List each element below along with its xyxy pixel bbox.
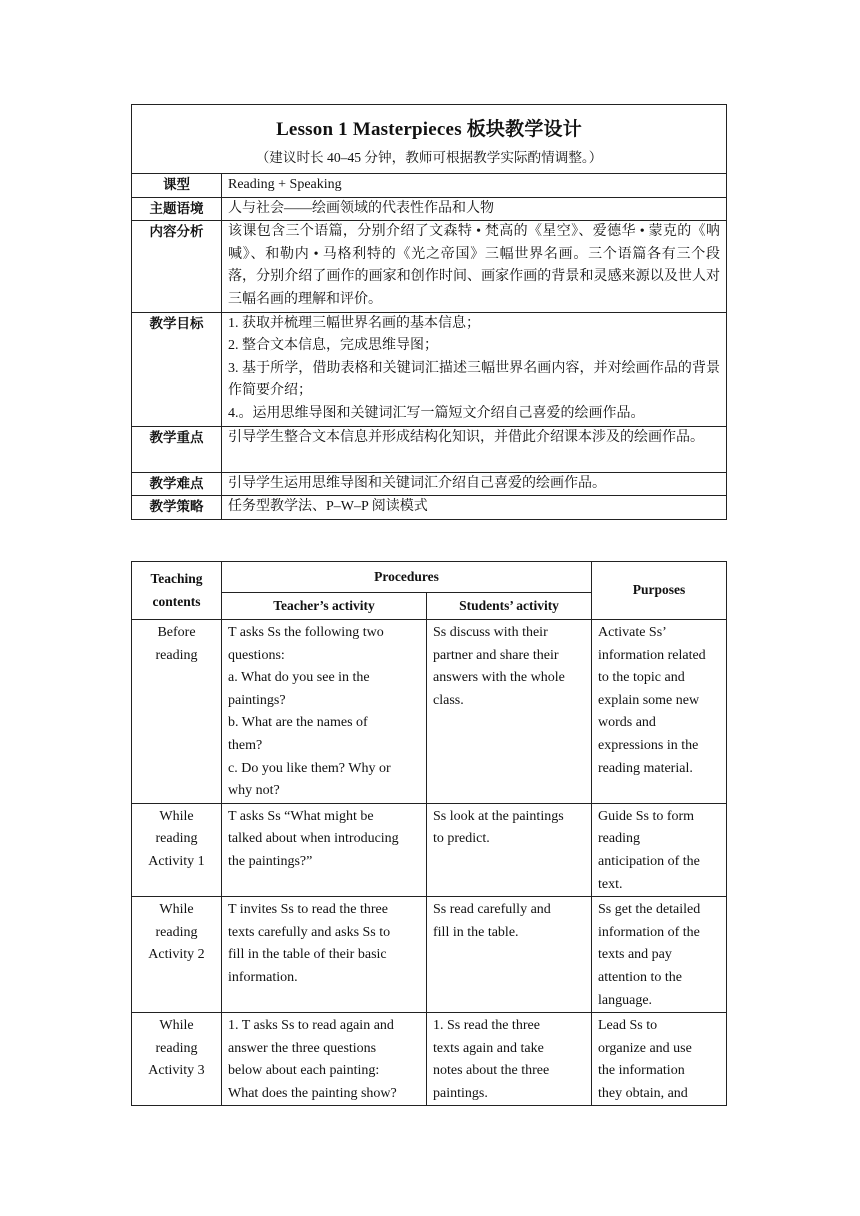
row-label: 内容分析	[132, 221, 222, 312]
goal-item: 4.。运用思维导图和关键词汇写一篇短文介绍自己喜爱的绘画作品。	[228, 405, 645, 421]
cell-line: a. What do you see in the	[228, 670, 370, 686]
cell-line: attention to the	[598, 969, 682, 985]
row-value: 引导学生运用思维导图和关键词汇介绍自己喜爱的绘画作品。	[222, 472, 727, 496]
cell-line: Activity 1	[148, 853, 205, 869]
cell-line: texts and pay	[598, 947, 672, 963]
cell-line: answer the three questions	[228, 1040, 377, 1056]
lesson-design-table	[131, 104, 727, 520]
cell-line: What does the painting show?	[228, 1085, 397, 1101]
purpose-cell	[592, 1013, 727, 1106]
cell-line: organize and use	[598, 1040, 692, 1056]
stage-cell	[132, 803, 222, 896]
cell-line: to predict.	[433, 831, 490, 847]
cell-line: Activity 2	[148, 947, 205, 963]
row-label: 课型	[132, 174, 222, 198]
row-label: 教学难点	[132, 472, 222, 496]
header-line: contents	[152, 593, 201, 609]
goal-item: 2. 整合文本信息，完成思维导图；	[228, 338, 438, 354]
row-value: Reading + Speaking	[222, 174, 727, 198]
design-row-key-points	[132, 426, 727, 472]
header-purposes: Purposes	[592, 562, 727, 620]
header-teacher-activity: Teacher’s activity	[222, 593, 427, 620]
cell-line: reading	[155, 647, 198, 663]
cell-line: Ss get the detailed	[598, 902, 701, 918]
design-row-goals	[132, 312, 727, 426]
cell-line: 1. Ss read the three	[433, 1018, 540, 1034]
cell-line: answers with the whole	[433, 670, 565, 686]
cell-line: them?	[228, 737, 263, 753]
teacher-activity-cell	[222, 803, 427, 896]
cell-line: anticipation of the	[598, 853, 700, 869]
title-row	[132, 105, 727, 174]
cell-line: to the topic and	[598, 670, 685, 686]
cell-line: the paintings?”	[228, 853, 313, 869]
students-activity-cell	[427, 1013, 592, 1106]
stage-cell	[132, 620, 222, 804]
cell-line: c. Do you like them? Why or	[228, 760, 391, 776]
purpose-cell	[592, 620, 727, 804]
purpose-cell	[592, 803, 727, 896]
cell-line: partner and share their	[433, 647, 559, 663]
cell-line: fill in the table.	[433, 924, 519, 940]
design-row-content-analysis	[132, 221, 727, 312]
cell-line: class.	[433, 692, 464, 708]
teacher-activity-cell	[222, 897, 427, 1013]
cell-line: reading	[155, 831, 198, 847]
design-row-theme	[132, 197, 727, 221]
cell-line: questions:	[228, 647, 285, 663]
cell-line: notes about the three	[433, 1063, 550, 1079]
cell-line: reading	[155, 924, 198, 940]
cell-line: fill in the table of their basic	[228, 947, 387, 963]
cell-line: While	[159, 902, 194, 918]
cell-line: paintings.	[433, 1085, 488, 1101]
design-row-type	[132, 174, 727, 198]
cell-line: T asks Ss the following two	[228, 625, 384, 640]
teacher-activity-cell	[222, 1013, 427, 1106]
procedures-table	[131, 561, 727, 1106]
row-value: 引导学生整合文本信息并形成结构化知识，并借此介绍课本涉及的绘画作品。	[222, 426, 727, 472]
cell-line: text.	[598, 876, 623, 892]
document-subtitle: （建议时长 40–45 分钟，教师可根据教学实际酌情调整。）	[255, 150, 603, 165]
procedure-row	[132, 620, 727, 804]
row-label: 教学策略	[132, 496, 222, 520]
header-procedures: Procedures	[222, 562, 592, 593]
title-cell	[132, 105, 727, 174]
procedure-row	[132, 803, 727, 896]
header-line: Teaching	[150, 570, 203, 586]
students-activity-cell	[427, 620, 592, 804]
row-value: 任务型教学法、P–W–P 阅读模式	[222, 496, 727, 520]
teacher-activity-cell	[222, 620, 427, 804]
stage-cell	[132, 897, 222, 1013]
cell-line: expressions in the	[598, 737, 699, 753]
row-value: 该课包含三个语篇，分别介绍了文森特 • 梵高的《星空》、爱德华 • 蒙克的《呐喊》、和勒内 • 马格利特的《光之帝国》三幅世界名画。三个语篇各有三个段落，分别介绍了画作的画家和创作时间、画家作画的背景和灵感来源以及世人对三幅名画的理解和评价。	[222, 221, 727, 312]
cell-line: information.	[228, 969, 298, 985]
cell-line: texts carefully and asks Ss to	[228, 924, 391, 940]
cell-line: why not?	[228, 783, 280, 799]
cell-line: While	[159, 1018, 194, 1034]
cell-line: 1. T asks Ss to read again and	[228, 1018, 394, 1034]
cell-line: words and	[598, 715, 656, 731]
cell-line: Activate Ss’	[598, 625, 667, 640]
cell-line: below about each painting:	[228, 1063, 380, 1079]
goal-item: 3. 基于所学，借助表格和关键词汇描述三幅世界名画内容，并对绘画作品的背景作简要介绍；	[228, 360, 721, 399]
document-title: Lesson 1 Masterpieces 板块教学设计	[276, 119, 582, 140]
header-teaching-contents	[132, 562, 222, 620]
row-label: 主题语境	[132, 197, 222, 221]
cell-line: reading	[598, 831, 640, 847]
cell-line: Guide Ss to form	[598, 808, 695, 824]
cell-line: talked about when introducing	[228, 831, 399, 847]
cell-line: texts again and take	[433, 1040, 544, 1056]
row-label: 教学重点	[132, 426, 222, 472]
cell-line: the information	[598, 1063, 685, 1079]
row-value: 人与社会——绘画领域的代表性作品和人物	[222, 197, 727, 221]
cell-line: Activity 3	[148, 1063, 205, 1079]
cell-line: b. What are the names of	[228, 715, 368, 731]
procedure-row	[132, 897, 727, 1013]
cell-line: explain some new	[598, 692, 700, 708]
cell-line: Ss discuss with their	[433, 625, 548, 640]
cell-line: reading material.	[598, 760, 693, 776]
cell-line: While	[159, 808, 194, 824]
row-label: 教学目标	[132, 312, 222, 426]
procedures-body	[132, 620, 727, 1106]
cell-line: Ss look at the paintings	[433, 808, 564, 824]
design-row-strategy	[132, 496, 727, 520]
cell-line: language.	[598, 992, 653, 1008]
goal-item: 1. 获取并梳理三幅世界名画的基本信息；	[228, 315, 480, 331]
purpose-cell	[592, 897, 727, 1013]
header-students-activity: Students’ activity	[427, 593, 592, 620]
design-row-difficulties	[132, 472, 727, 496]
cell-line: paintings?	[228, 692, 286, 708]
cell-line: T invites Ss to read the three	[228, 902, 388, 918]
cell-line: they obtain, and	[598, 1085, 688, 1101]
cell-line: reading	[155, 1040, 198, 1056]
goals-cell	[222, 312, 727, 426]
cell-line: information of the	[598, 924, 700, 940]
cell-line: Before	[157, 625, 196, 640]
stage-cell	[132, 1013, 222, 1106]
students-activity-cell	[427, 897, 592, 1013]
cell-line: Ss read carefully and	[433, 902, 551, 918]
cell-line: Lead Ss to	[598, 1018, 658, 1034]
students-activity-cell	[427, 803, 592, 896]
procedures-header-row	[132, 562, 727, 593]
cell-line: information related	[598, 647, 706, 663]
procedure-row	[132, 1013, 727, 1106]
cell-line: T asks Ss “What might be	[228, 808, 374, 824]
